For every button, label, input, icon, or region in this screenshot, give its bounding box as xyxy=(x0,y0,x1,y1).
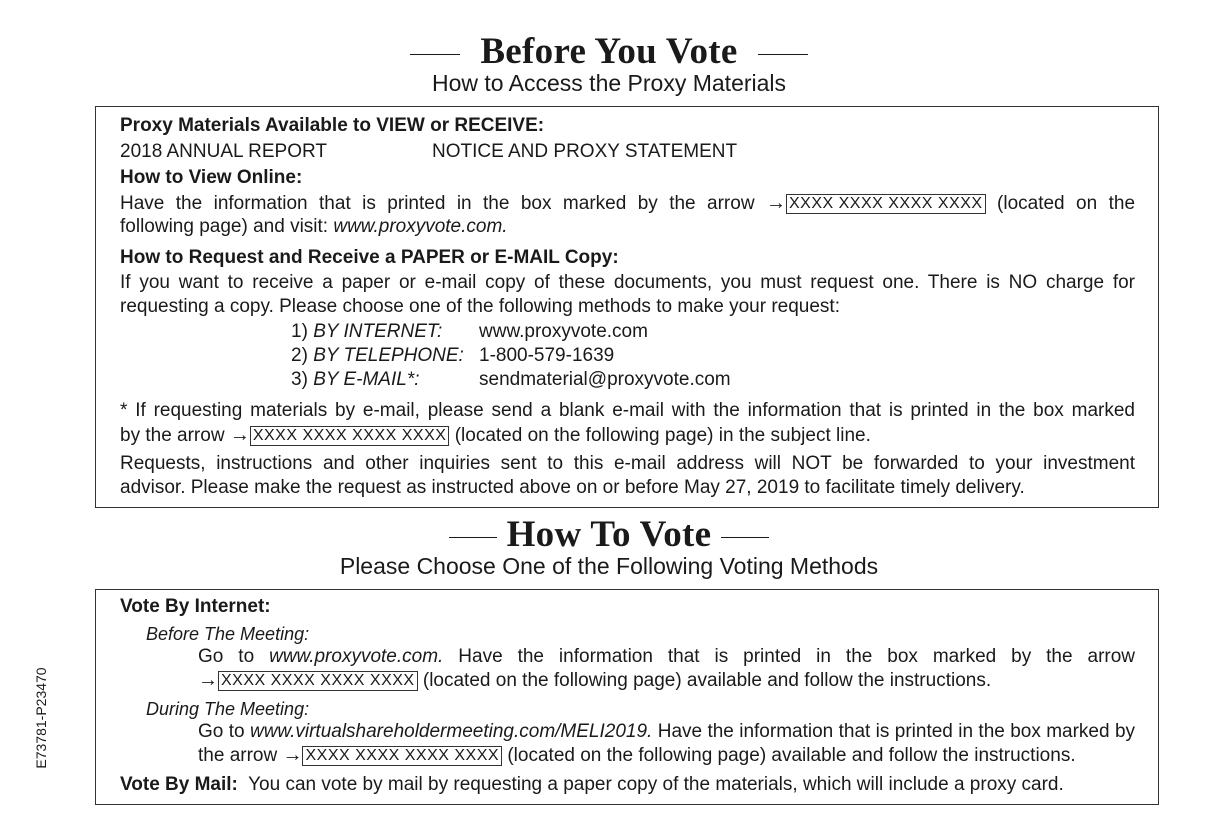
how-to-vote-heading xyxy=(0,515,1218,555)
during-meeting-line-2: the arrow → XXXX XXXX XXXX XXXX (located on the following page) available and follow the instructions. xyxy=(198,744,1076,766)
notice-line-1: Requests, instructions and other inquiries sent to this e-mail address will NOT be forwarded to your investment xyxy=(120,453,1135,474)
view-online-line-1: Have the information that is printed in the box marked by the arrow → XXXX XXXX XXXX XXXX (located on the xyxy=(120,192,1136,214)
before-you-vote-title: Before You Vote xyxy=(480,31,738,72)
vote-mail-heading: Vote By Mail: xyxy=(120,774,238,795)
heading-rule-left xyxy=(449,537,497,538)
notice-line-2: advisor. Please make the request as instructed above on or before May 27, 2019 to facilitate timely delivery. xyxy=(120,477,1025,498)
during-meeting-label: During The Meeting: xyxy=(146,699,310,719)
request-text-2: requesting a copy. Please choose one of the following methods to make your request: xyxy=(120,296,840,317)
heading-rule-right xyxy=(721,537,769,538)
vote-mail-line xyxy=(120,773,1064,797)
method-telephone-value[interactable]: 1-800-579-1639 xyxy=(479,345,615,366)
view-online-line-2: following page) and visit: www.proxyvote.com. xyxy=(120,216,508,237)
vote-internet-heading: Vote By Internet: xyxy=(120,596,271,617)
during-meeting-line-1: Go to www.virtualshareholdermeeting.com/MELI2019. Have the information that is printed in the box marked by xyxy=(198,721,1136,742)
control-number-box: XXXX XXXX XXXX XXXX xyxy=(250,426,450,446)
method-email-value[interactable]: sendmaterial@proxyvote.com xyxy=(479,369,731,390)
arrow-icon: → xyxy=(198,669,218,691)
footnote-line-2: by the arrow → XXXX XXXX XXXX XXXX (located on the following page) in the subject line. xyxy=(120,424,871,446)
access-subtitle: How to Access the Proxy Materials xyxy=(431,70,787,96)
arrow-icon: → xyxy=(229,424,250,446)
method-telephone-label: 2) BY TELEPHONE: xyxy=(291,345,464,366)
control-number-box: XXXX XXXX XXXX XXXX xyxy=(302,746,502,766)
arrow-icon: → xyxy=(765,192,786,214)
vote-mail-text: You can vote by mail by requesting a paper copy of the materials, which will include a proxy card. xyxy=(248,774,1064,795)
before-meeting-line-2: → XXXX XXXX XXXX XXXX (located on the following page) available and follow the instructions. xyxy=(198,669,992,691)
method-internet-label: 1) BY INTERNET: xyxy=(291,321,443,342)
proxyvote-link[interactable]: www.proxyvote.com. xyxy=(333,216,508,237)
method-internet-value[interactable]: www.proxyvote.com xyxy=(479,321,648,342)
control-number-box: XXXX XXXX XXXX XXXX xyxy=(786,194,986,214)
how-to-vote-title: How To Vote xyxy=(506,514,712,555)
arrow-icon: → xyxy=(282,744,303,766)
method-email-label: 3) BY E-MAIL*: xyxy=(291,369,420,390)
virtual-meeting-link[interactable]: www.virtualshareholdermeeting.com/MELI2019. xyxy=(249,721,653,742)
heading-rule-right xyxy=(758,54,808,55)
request-text-1: If you want to receive a paper or e-mail copy of these documents, you must request one. There is NO charge for xyxy=(120,272,1135,293)
footnote-line-1: * If requesting materials by e-mail, please send a blank e-mail with the information that is printed in the box marked xyxy=(120,400,1135,421)
before-meeting-label: Before The Meeting: xyxy=(146,624,310,644)
request-heading: How to Request and Receive a PAPER or E-MAIL Copy: xyxy=(120,247,619,268)
proxyvote-link[interactable]: www.proxyvote.com. xyxy=(269,646,444,667)
doc-proxy-statement: NOTICE AND PROXY STATEMENT xyxy=(432,141,738,162)
before-you-vote-heading xyxy=(0,32,1218,72)
voting-methods-subtitle: Please Choose One of the Following Voting Methods xyxy=(339,553,879,579)
heading-rule-left xyxy=(410,54,460,55)
available-heading: Proxy Materials Available to VIEW or RECEIVE: xyxy=(120,115,545,136)
view-online-heading: How to View Online: xyxy=(120,167,303,188)
before-meeting-line-1: Go to www.proxyvote.com. Have the information that is printed in the box marked by the arrow xyxy=(198,646,1136,667)
doc-annual-report: 2018 ANNUAL REPORT xyxy=(120,141,327,162)
control-number-box: XXXX XXXX XXXX XXXX xyxy=(218,671,418,691)
